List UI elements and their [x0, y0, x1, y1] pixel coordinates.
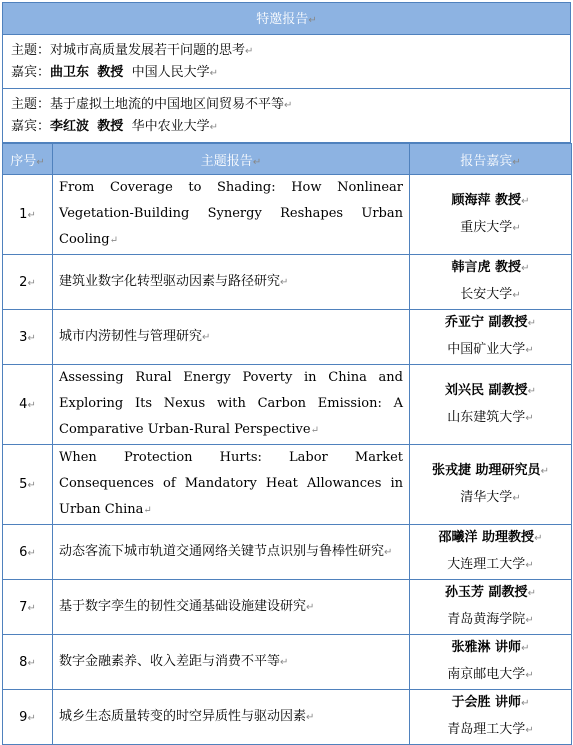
- invited-topic-line: [11, 40, 562, 62]
- row-speaker: 张雅淋 讲师↵ 南京邮电大学↵: [410, 635, 572, 690]
- row-topic: 数字金融素养、收入差距与消费不平等↵: [53, 635, 410, 690]
- row-topic: 基于数字孪生的韧性交通基础设施建设研究↵: [53, 580, 410, 635]
- row-speaker: 刘兴民 副教授↵ 山东建筑大学↵: [410, 365, 572, 445]
- speaker-name: 于会胜 讲师: [451, 695, 522, 710]
- row-speaker: 韩言虎 教授↵ 长安大学↵: [410, 255, 572, 310]
- invited-header: [2, 2, 571, 35]
- table-row: [3, 310, 572, 365]
- speaker-org: 重庆大学: [460, 219, 513, 235]
- row-number: 2↵: [3, 255, 53, 310]
- table-row: [3, 255, 572, 310]
- table-row: [3, 635, 572, 690]
- row-number: 9↵: [3, 690, 53, 745]
- paragraph-mark: ↵: [209, 68, 218, 79]
- row-speaker: 邵曦洋 助理教授↵ 大连理工大学↵: [410, 525, 572, 580]
- speaker-org: 南京邮电大学: [447, 667, 526, 682]
- paragraph-mark: ↵: [284, 100, 293, 111]
- speaker-org: 青岛黄海学院: [447, 612, 526, 627]
- invited-topic-line: [11, 94, 562, 116]
- row-number: 8↵: [3, 635, 53, 690]
- keynote-table: [2, 143, 572, 745]
- guest-org: 华中农业大学: [131, 119, 210, 134]
- speaker-name: 张雅淋 讲师: [451, 640, 522, 655]
- speaker-name: 乔亚宁 副教授: [445, 315, 528, 330]
- paragraph-mark: ↵: [209, 122, 218, 133]
- guest-org: 中国人民大学: [131, 65, 210, 80]
- row-speaker: 张戎捷 助理研究员↵ 清华大学↵: [410, 445, 572, 525]
- invited-talk-2: [2, 89, 571, 143]
- table-row: [3, 580, 572, 635]
- speaker-name: 孙玉芳 副教授: [445, 585, 528, 600]
- speaker-org: 清华大学: [460, 489, 513, 505]
- row-number: 7↵: [3, 580, 53, 635]
- speaker-name: 顾海萍 教授: [451, 192, 522, 208]
- row-number: 6↵: [3, 525, 53, 580]
- header-num: 序号↵: [3, 144, 53, 175]
- paragraph-mark: ↵: [308, 15, 317, 26]
- row-topic: From Coverage to Shading: How Nonlinear Vegetation-Building Synergy Reshapes Urban Cooling↵: [53, 175, 410, 255]
- row-topic: 城乡生态质量转变的时空异质性与驱动因素↵: [53, 690, 410, 745]
- table-row: [3, 690, 572, 745]
- row-number: 4↵: [3, 365, 53, 445]
- table-row: [3, 365, 572, 445]
- invited-talk-1: [2, 35, 571, 89]
- invited-header-label: 特邀报告: [256, 12, 309, 27]
- header-topic: 主题报告↵: [53, 144, 410, 175]
- table-row: [3, 175, 572, 255]
- row-topic: 城市内涝韧性与管理研究↵: [53, 310, 410, 365]
- paragraph-mark: ↵: [245, 46, 254, 57]
- topic-prefix: 主题：: [11, 43, 51, 58]
- guest-name: 李红波: [50, 119, 90, 134]
- speaker-name: 刘兴民 副教授: [445, 382, 528, 398]
- row-speaker: 顾海萍 教授↵ 重庆大学↵: [410, 175, 572, 255]
- row-number: 5↵: [3, 445, 53, 525]
- row-topic: When Protection Hurts: Labor Market Consequences of Mandatory Heat Allowances in Urban China↵: [53, 445, 410, 525]
- guest-prefix: 嘉宾：: [11, 119, 51, 134]
- guest-name: 曲卫东: [50, 65, 90, 80]
- invited-topic: 对城市高质量发展若干问题的思考: [50, 43, 246, 58]
- speaker-name: 韩言虎 教授: [451, 260, 522, 275]
- speaker-org: 山东建筑大学: [447, 409, 526, 425]
- row-number: 3↵: [3, 310, 53, 365]
- invited-topic: 基于虚拟土地流的中国地区间贸易不平等: [50, 97, 285, 112]
- speaker-org: 长安大学: [460, 287, 513, 302]
- table-row: [3, 525, 572, 580]
- topic-prefix: 主题：: [11, 97, 51, 112]
- row-topic: Assessing Rural Energy Poverty in China and Exploring Its Nexus with Carbon Emission: A Comparative Urban-Rural Perspective↵: [53, 365, 410, 445]
- speaker-name: 张戎捷 助理研究员: [432, 462, 541, 478]
- schedule-document: [2, 2, 571, 745]
- speaker-org: 中国矿业大学: [447, 342, 526, 357]
- row-topic: 动态客流下城市轨道交通网络关键节点识别与鲁棒性研究↵: [53, 525, 410, 580]
- invited-guest-line: [11, 116, 562, 138]
- speaker-org: 大连理工大学: [447, 557, 526, 572]
- header-speaker: 报告嘉宾↵: [410, 144, 572, 175]
- guest-prefix: 嘉宾：: [11, 65, 51, 80]
- row-topic: 建筑业数字化转型驱动因素与路径研究↵: [53, 255, 410, 310]
- table-header-row: [3, 144, 572, 175]
- speaker-org: 青岛理工大学: [447, 722, 526, 737]
- invited-guest-line: [11, 62, 562, 84]
- table-row: [3, 445, 572, 525]
- row-speaker: 孙玉芳 副教授↵ 青岛黄海学院↵: [410, 580, 572, 635]
- guest-title: 教授: [97, 65, 124, 80]
- guest-title: 教授: [97, 119, 124, 134]
- speaker-name: 邵曦洋 助理教授: [438, 530, 535, 545]
- row-number: 1↵: [3, 175, 53, 255]
- row-speaker: 于会胜 讲师↵ 青岛理工大学↵: [410, 690, 572, 745]
- row-speaker: 乔亚宁 副教授↵ 中国矿业大学↵: [410, 310, 572, 365]
